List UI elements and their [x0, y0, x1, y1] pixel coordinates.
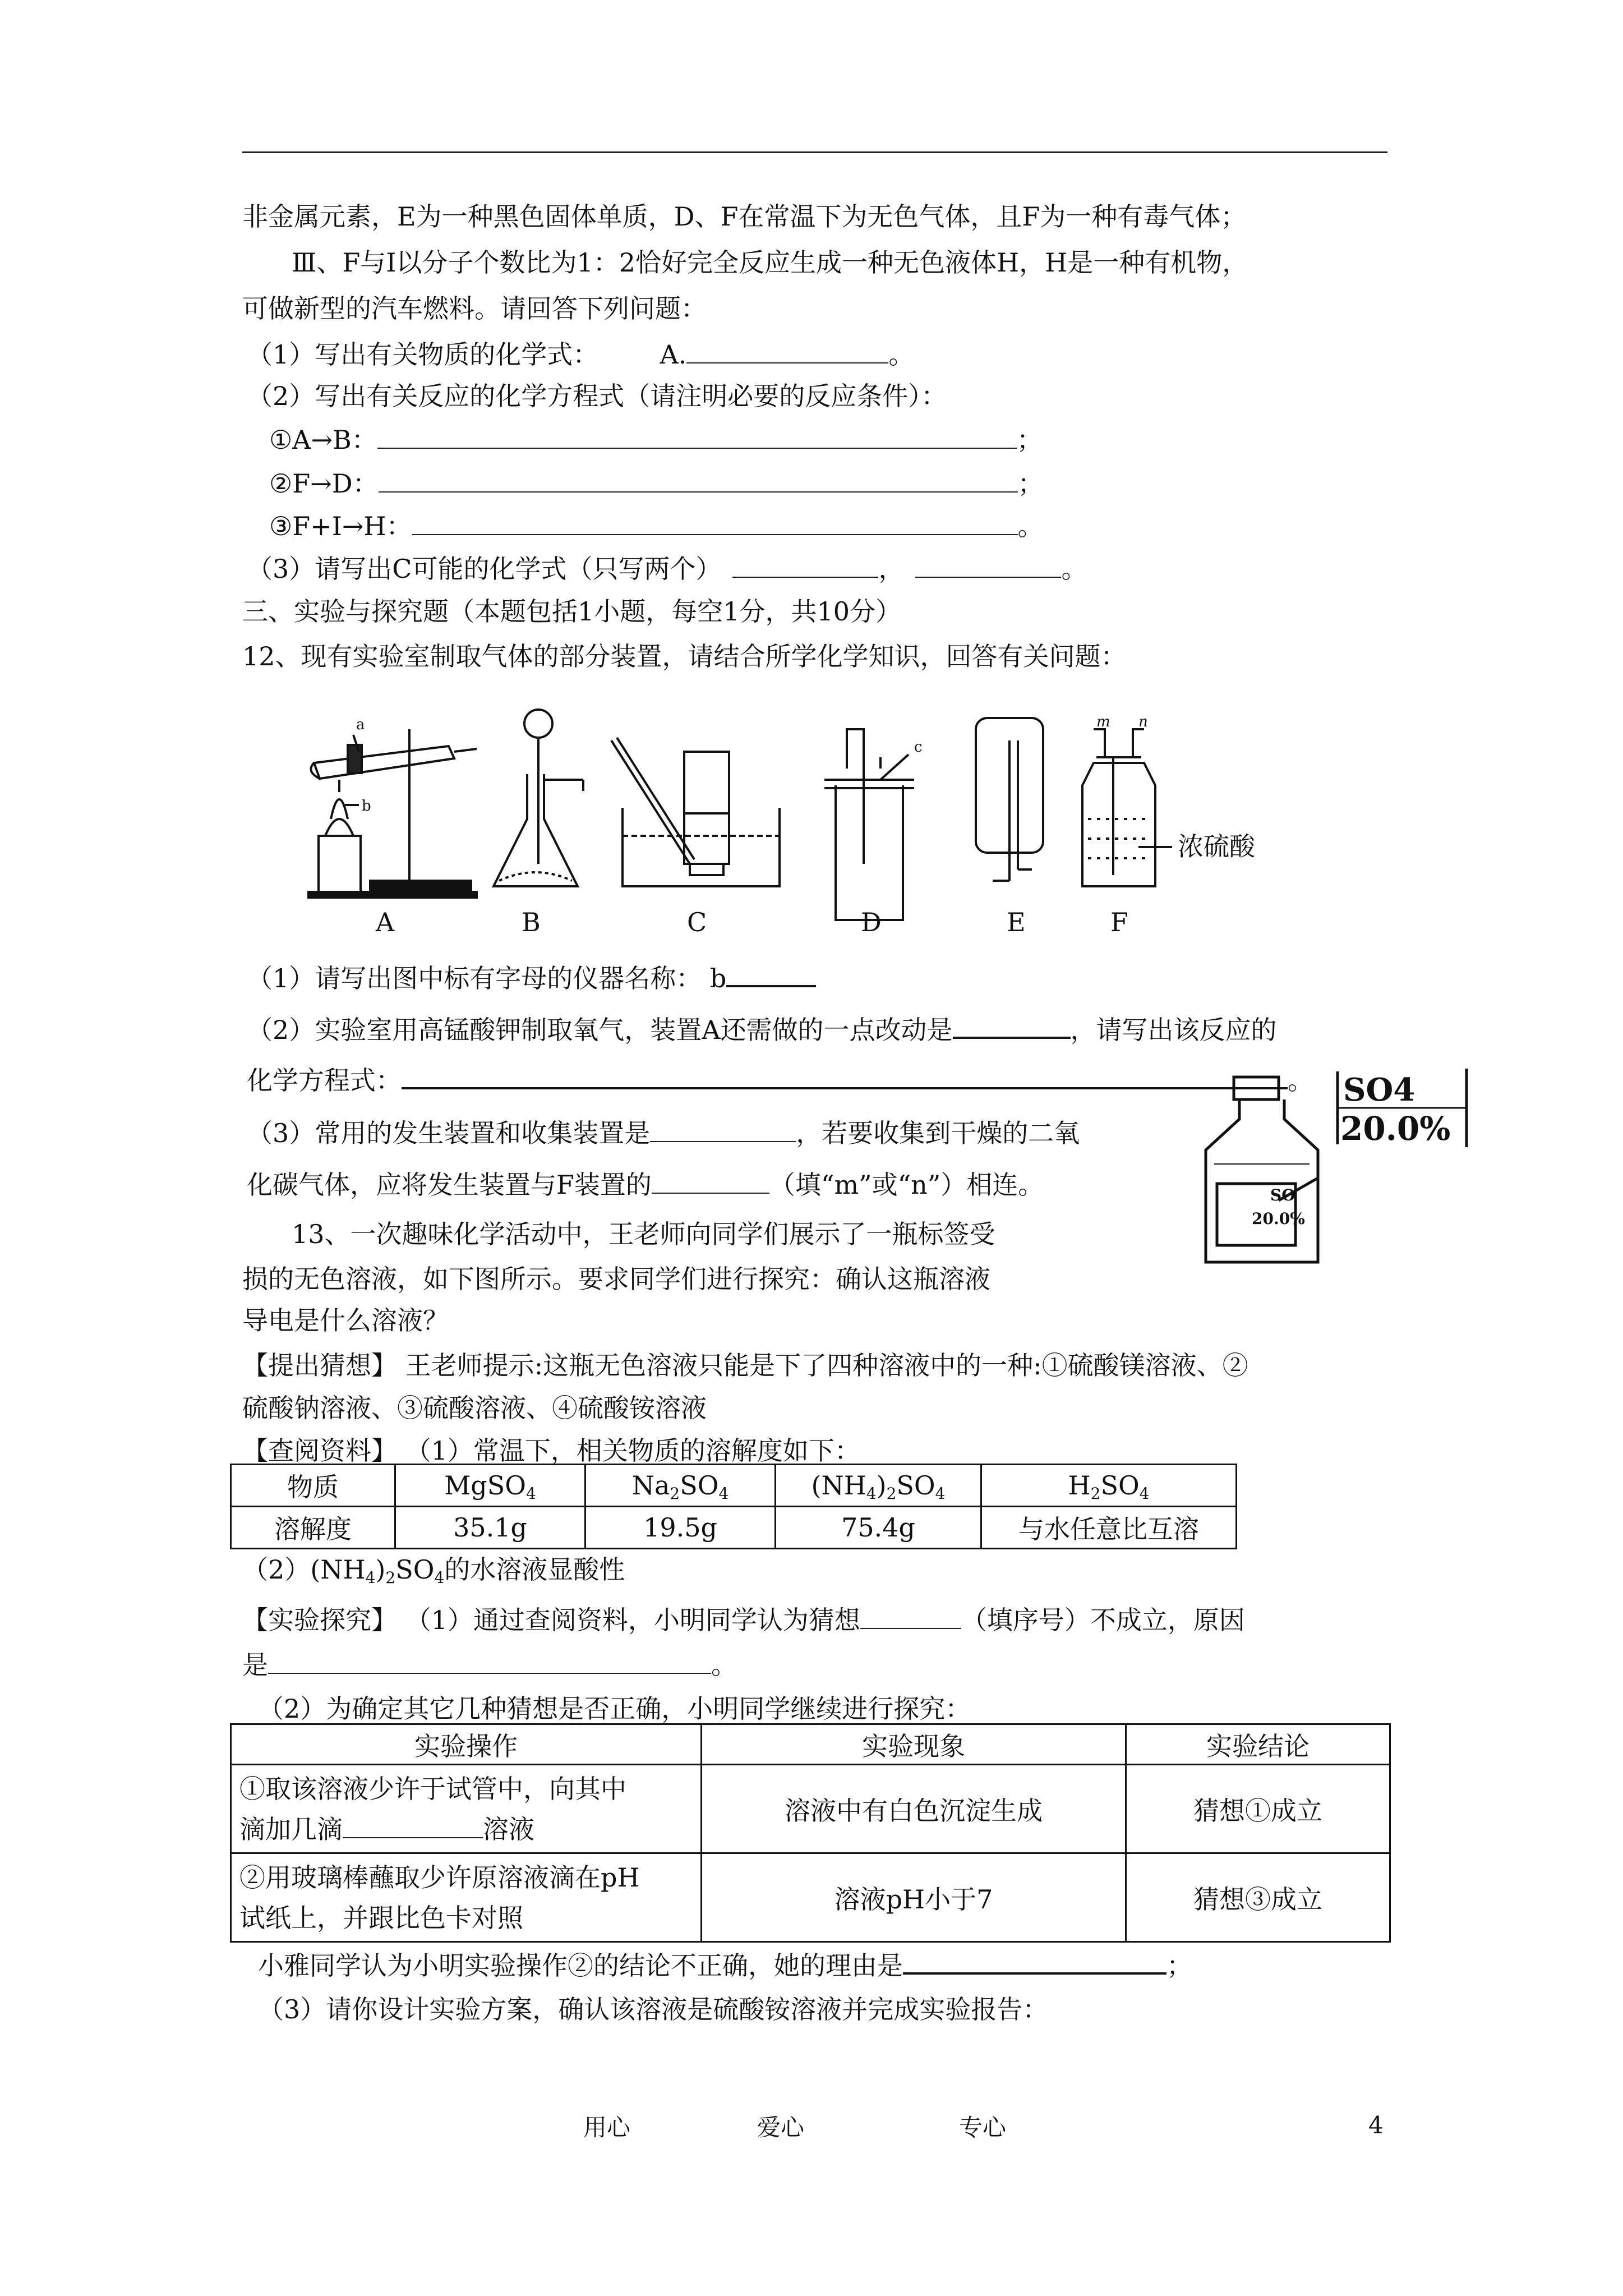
equation-label: ②F→D：	[269, 468, 379, 499]
question-text: 化学方程式：	[247, 1065, 402, 1096]
table-cell: 猜想①成立	[1126, 1765, 1390, 1853]
equation-a-to-b	[269, 422, 1043, 457]
exploration-line-2: （2）为确定其它几种猜想是否正确，小明同学继续进行探究：	[258, 1694, 971, 1724]
label-F: F	[1110, 907, 1128, 937]
subscript: 4	[935, 1484, 946, 1503]
reference-line-2	[242, 1553, 625, 1586]
formula-text: SO	[896, 1470, 935, 1501]
question-13: 13、一次趣味化学活动中，王老师向同学们展示了一瓶标签受	[292, 1219, 995, 1249]
equation-label: ①A→B：	[269, 425, 377, 455]
subscript: 4	[365, 1568, 376, 1587]
question-12: 12、现有实验室制取气体的部分装置，请结合所学化学知识，回答有关问题：	[242, 641, 1127, 671]
punctuation: ；	[1017, 468, 1044, 499]
question-12-3-cont	[247, 1167, 1044, 1202]
question-text: ，请写出该反应的	[1070, 1015, 1277, 1045]
label-top-text: SO4	[1343, 1071, 1415, 1108]
punctuation: ，	[878, 554, 905, 584]
answer-blank[interactable]	[686, 337, 888, 364]
label-c: c	[914, 739, 923, 756]
table-cell	[776, 1465, 981, 1507]
label-b: b	[362, 798, 371, 815]
equation-f-i-to-h	[269, 508, 1044, 543]
apparatus-f	[1082, 729, 1172, 886]
section-heading: 三、实验与探究题（本题包括1小题，每空1分，共10分）	[242, 596, 902, 627]
page-number: 4	[1368, 2111, 1384, 2139]
table-row	[231, 1507, 1237, 1549]
table-header: 实验结论	[1126, 1724, 1390, 1765]
subscript: 4	[1139, 1484, 1150, 1503]
answer-blank[interactable]	[379, 466, 1018, 493]
question-text: （3）常用的发生装置和收集装置是	[247, 1118, 651, 1148]
reference-line: 【查阅资料】 （1）常温下，相关物质的溶解度如下：	[242, 1435, 860, 1466]
cell-text: ①取该溶液少许于试管中，向其中	[239, 1773, 626, 1804]
hypothesis-line: 【提出猜想】 王老师提示:这瓶无色溶液只能是下了四种溶液中的一种:①硫酸镁溶液、②	[242, 1350, 1248, 1381]
table-row	[231, 1724, 1390, 1765]
apparatus-c	[611, 738, 780, 886]
text-span: 溶液	[483, 1814, 534, 1844]
table-cell	[585, 1465, 776, 1507]
formula-text: (NH	[811, 1470, 866, 1501]
apparatus-e	[976, 718, 1043, 881]
subscript: 2	[670, 1484, 680, 1503]
question-text: （3）请写出C可能的化学式（只写两个）	[247, 554, 722, 584]
table-cell: 溶解度	[231, 1507, 395, 1549]
formula-text: MgSO	[444, 1470, 526, 1501]
question-text: ，若要收集到干燥的二氧	[796, 1118, 1080, 1148]
text-line: 可做新型的汽车燃料。请回答下列问题：	[242, 293, 707, 324]
table-cell	[981, 1465, 1237, 1507]
answer-prefix: A.	[660, 339, 687, 370]
formula-text: SO	[1100, 1470, 1140, 1501]
question-13-cont: 损的无色溶液，如下图所示。要求同学们进行探究：确认这瓶溶液	[242, 1264, 990, 1294]
equation-f-to-d	[269, 466, 1044, 500]
subscript: 2	[886, 1484, 897, 1503]
text-span: )	[375, 1554, 386, 1585]
apparatus-b	[494, 710, 583, 886]
text-span: （填序号）不成立，原因	[961, 1605, 1245, 1635]
subscript: 4	[525, 1484, 536, 1503]
punctuation: 。	[1288, 1065, 1313, 1096]
table-row	[231, 1765, 1390, 1853]
solubility-table	[230, 1464, 1237, 1549]
answer-blank[interactable]	[915, 551, 1061, 578]
formula-text: Na	[631, 1470, 670, 1501]
experiment-table	[230, 1723, 1391, 1943]
answer-blank[interactable]	[726, 959, 816, 987]
question-1	[247, 337, 914, 371]
text-span: SO	[395, 1554, 435, 1585]
question-12-2-equation	[247, 1061, 1313, 1097]
answer-blank[interactable]	[650, 1115, 796, 1142]
table-cell: 19.5g	[585, 1507, 776, 1549]
exploration-line	[242, 1602, 1245, 1637]
table-header: 实验现象	[702, 1724, 1126, 1765]
text-span: 【实验探究】 （1）通过查阅资料，小明同学认为猜想	[242, 1605, 860, 1635]
label-conc-sulfuric-acid: 浓硫酸	[1178, 831, 1255, 862]
text-span: 小雅同学认为小明实验操作②的结论不正确，她的理由是	[258, 1950, 903, 1981]
cell-text: ②用玻璃棒蘸取少许原溶液滴在pH	[239, 1862, 640, 1893]
question-13-3: （3）请你设计实验方案，确认该溶液是硫酸铵溶液并完成实验报告：	[258, 1994, 1049, 2024]
text-span: （2）(NH	[242, 1554, 366, 1585]
punctuation: 。	[888, 339, 915, 370]
footer-text: 爱心	[757, 2114, 805, 2141]
inner-label-top: SO	[1270, 1186, 1295, 1204]
table-cell: 75.4g	[776, 1507, 981, 1549]
answer-blank[interactable]	[268, 1647, 711, 1674]
answer-blank[interactable]	[412, 508, 1018, 535]
equation-label: ③F+I→H：	[269, 511, 412, 541]
question-text: （1）写出有关物质的化学式：	[247, 339, 599, 370]
table-cell	[231, 1765, 702, 1853]
text-line: Ⅲ、F与I以分子个数比为1：2恰好完全反应生成一种无色液体H，H是一种有机物，	[292, 247, 1248, 278]
hypothesis-line: 硫酸钠溶液、③硫酸溶液、④硫酸铵溶液	[242, 1393, 707, 1423]
label-n: n	[1138, 714, 1148, 730]
xiaoya-line	[258, 1947, 1192, 1982]
punctuation: 。	[1061, 554, 1087, 584]
table-row	[231, 1853, 1390, 1942]
answer-blank[interactable]	[953, 1011, 1071, 1039]
label-m: m	[1096, 714, 1110, 730]
table-row	[231, 1465, 1237, 1507]
question-text: （填“m”或“n”）相连。	[769, 1170, 1044, 1200]
answer-blank[interactable]	[402, 1061, 1288, 1089]
answer-blank[interactable]	[860, 1602, 961, 1629]
table-cell: 35.1g	[395, 1507, 585, 1549]
text-span: 的水溶液显酸性	[444, 1554, 625, 1585]
inner-label-percent: 20.0%	[1252, 1209, 1305, 1228]
answer-blank[interactable]	[377, 422, 1017, 449]
subscript: 2	[385, 1568, 396, 1587]
text-span: 滴加几滴	[239, 1814, 343, 1844]
subscript: 2	[1090, 1484, 1101, 1503]
question-3	[247, 551, 1087, 586]
subscript: 4	[866, 1484, 877, 1503]
formula-text: SO	[680, 1470, 719, 1501]
reagent-bottle-figure	[1189, 1066, 1503, 1268]
subscript: 4	[718, 1484, 729, 1503]
exploration-reason	[242, 1647, 737, 1682]
table-cell: 猜想③成立	[1126, 1853, 1390, 1942]
punctuation: 。	[1017, 511, 1044, 541]
question-13-cont: 导电是什么溶液？	[242, 1305, 449, 1336]
label-percent-text: 20.0%	[1340, 1110, 1451, 1148]
question-12-3	[247, 1115, 1080, 1150]
apparatus-d	[824, 729, 914, 920]
table-cell	[395, 1465, 585, 1507]
question-text: （1）请写出图中标有字母的仪器名称： b	[247, 963, 727, 993]
question-12-1	[247, 959, 816, 995]
question-text: （2）实验室用高锰酸钾制取氧气，装置A还需做的一点改动是	[247, 1015, 953, 1045]
text-span: 是	[242, 1650, 268, 1680]
cell-text: 试纸上，并跟比色卡对照	[239, 1902, 523, 1933]
label-B: B	[522, 907, 541, 937]
footer-text: 专心	[959, 2114, 1007, 2141]
question-12-2	[247, 1011, 1277, 1047]
label-a: a	[356, 716, 365, 733]
answer-blank[interactable]	[732, 551, 878, 578]
formula-text: )	[876, 1470, 887, 1501]
table-cell: 溶液中有白色沉淀生成	[702, 1765, 1126, 1853]
text-line: 非金属元素，E为一种黑色固体单质，D、F在常温下为无色气体，且F为一种有毒气体；	[242, 201, 1247, 232]
question-text: 化碳气体，应将发生装置与F装置的	[247, 1170, 652, 1200]
question-2: （2）写出有关反应的化学方程式（请注明必要的反应条件）：	[247, 381, 947, 411]
label-C: C	[687, 907, 707, 937]
table-cell	[231, 1853, 702, 1942]
label-A: A	[376, 907, 395, 937]
punctuation: ；	[1016, 425, 1043, 455]
apparatus-a	[308, 729, 477, 898]
subscript: 4	[434, 1568, 445, 1587]
answer-blank[interactable]	[343, 1811, 483, 1838]
label-D: D	[861, 907, 882, 937]
table-header: 实验操作	[231, 1724, 702, 1765]
answer-blank[interactable]	[903, 1947, 1166, 1975]
cell-text	[239, 1809, 693, 1849]
table-cell: 溶液pH小于7	[702, 1853, 1126, 1942]
label-E: E	[1007, 907, 1026, 937]
answer-blank[interactable]	[652, 1167, 769, 1194]
table-cell: 与水任意比互溶	[981, 1507, 1237, 1549]
footer-text: 用心	[583, 2114, 631, 2141]
punctuation: ；	[1166, 1950, 1192, 1981]
table-cell: 物质	[231, 1465, 395, 1507]
formula-text: H	[1068, 1470, 1091, 1501]
punctuation: 。	[711, 1650, 737, 1680]
header-rule	[242, 151, 1387, 153]
apparatus-figure	[297, 696, 1363, 954]
